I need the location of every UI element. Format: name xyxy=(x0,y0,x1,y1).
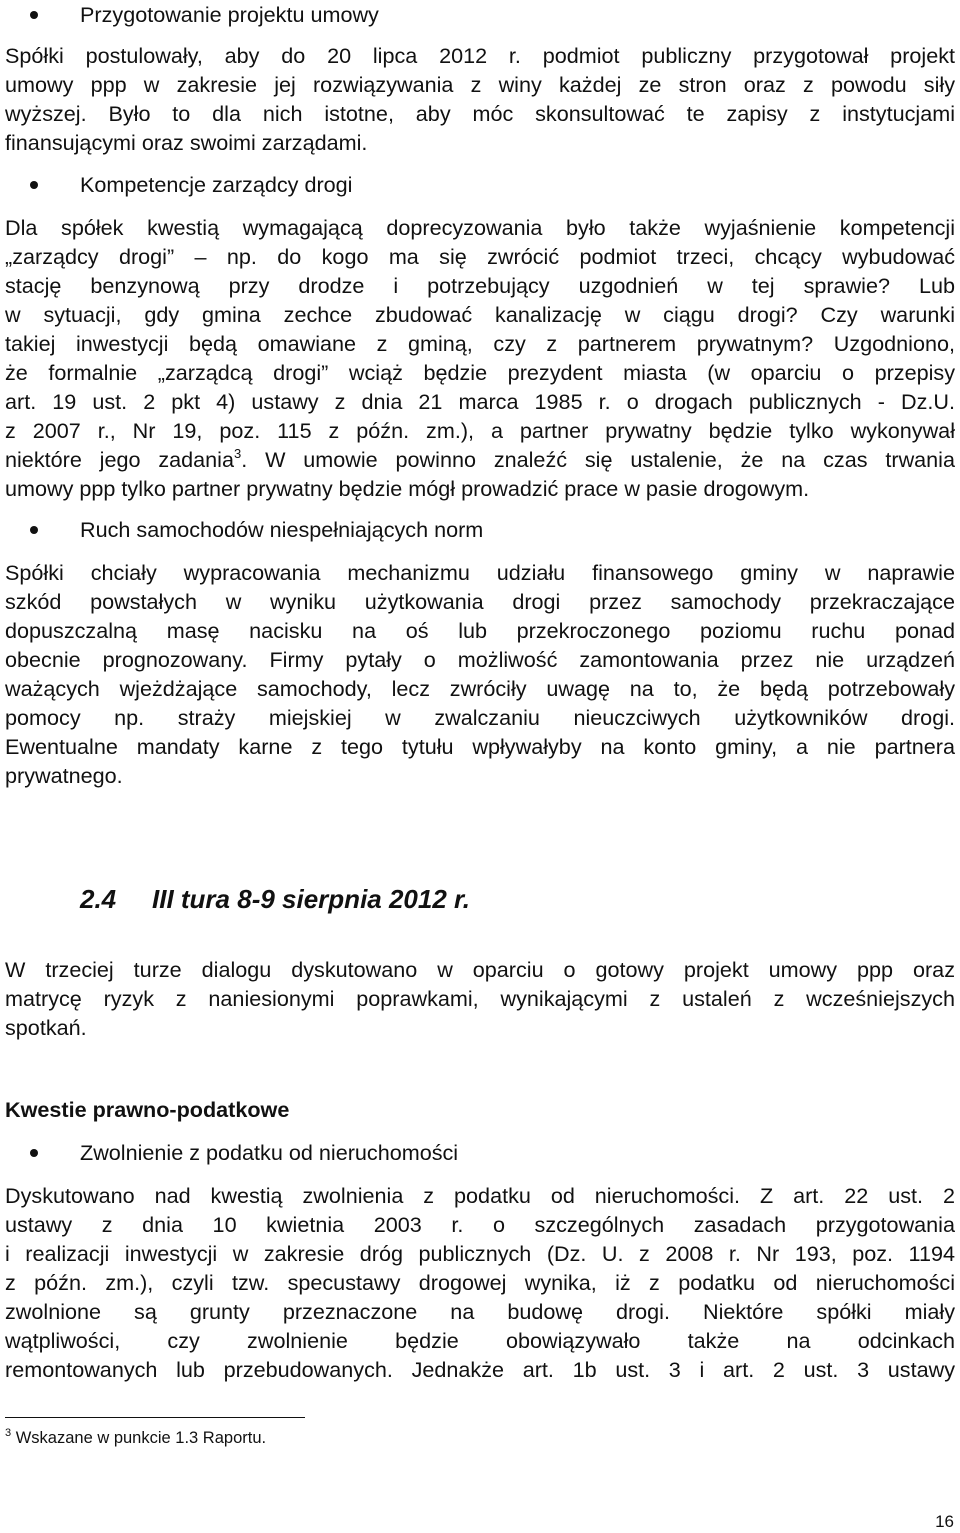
text-line: umowy ppp tylko partner prywatny będzie mógł prowadzić prace w pasie drogowym. xyxy=(5,476,810,501)
section-number: 2.4 xyxy=(80,884,117,914)
text-line: pomocy np. straży miejskiej w zwalczaniu nieuczciwych użytkowników drogi. xyxy=(5,705,955,730)
bullet-dot-icon xyxy=(30,526,38,534)
text-line: takiej inwestycji będą omawiane z gminą, czy z partnerem prywatnym? Uzgodniono, xyxy=(5,331,955,356)
text-line: wyższej. Było to dla nich istotne, aby móc skonsultować te zapisy z instytucjami xyxy=(5,101,955,126)
text-line: dopuszczalną masę nacisku na oś lub przekroczonego poziomu ruchu ponad xyxy=(5,618,955,643)
text-line: Dyskutowano nad kwestią zwolnienia z podatku od nieruchomości. Z art. 22 ust. 2 xyxy=(5,1183,955,1208)
footnote-text: Wskazane w punkcie 1.3 Raportu. xyxy=(15,1429,267,1447)
text-line: z 2007 r., Nr 19, poz. 115 z późn. zm.), a partner prywatny będzie tylko wykonywał xyxy=(5,418,955,443)
bullet-label: Ruch samochodów niespełniających norm xyxy=(80,517,484,542)
text-line: Spółki chciały wypracowania mechanizmu udziału finansowego gminy w naprawie xyxy=(5,560,955,585)
paragraph xyxy=(5,955,955,1042)
paragraph xyxy=(5,558,955,790)
paragraph xyxy=(5,213,955,503)
text-line: wątpliwości, czy zwolnienie będzie obowiązywało także na odcinkach xyxy=(5,1328,955,1353)
text-line: finansującymi oraz swoimi zarządami. xyxy=(5,130,368,155)
text-line: matrycę ryzyk z naniesionymi poprawkami, wynikającymi z ustaleń z wcześniejszych xyxy=(5,986,955,1011)
text-line: w sytuacji, gdy gmina zechce zbudować kanalizację w ciągu drogi? Czy warunki xyxy=(5,302,955,327)
paragraph xyxy=(5,1181,955,1384)
subheading: Kwestie prawno-podatkowe xyxy=(5,1097,290,1122)
text-line: stację benzynową przy drodze i potrzebujący uzgodnień w tej sprawie? Lub xyxy=(5,273,955,298)
section-heading xyxy=(80,885,470,914)
text-line: i realizacji inwestycji w zakresie dróg publicznych (Dz. U. z 2008 r. Nr 193, poz. 1194 xyxy=(5,1241,955,1266)
text-segment: . W umowie powinno znaleźć się ustalenie, że na czas trwania xyxy=(241,447,955,472)
text-line: Ewentualne mandaty karne z tego tytułu wpływałyby na konto gminy, a nie partnera xyxy=(5,734,955,759)
footnote-separator xyxy=(5,1417,305,1418)
text-line: Spółki postulowały, aby do 20 lipca 2012 r. podmiot publiczny przygotował projekt xyxy=(5,43,955,68)
bullet-label: Zwolnienie z podatku od nieruchomości xyxy=(80,1140,459,1165)
text-line: remontowanych lub przebudowanych. Jednakże art. 1b ust. 3 i art. 2 ust. 3 ustawy xyxy=(5,1357,955,1382)
text-line: szkód powstałych w wyniku użytkowania drogi przez samochody przekraczające xyxy=(5,589,955,614)
section-title: III tura 8-9 sierpnia 2012 r. xyxy=(152,884,470,914)
footnote xyxy=(5,1428,266,1448)
page-number: 16 xyxy=(935,1512,954,1531)
text-line: ustawy z dnia 10 kwietnia 2003 r. o szczególnych zasadach przygotowania xyxy=(5,1212,955,1237)
text-line: ważących wjeżdżające samochody, lecz zwróciły uwagę na to, że będą potrzebowały xyxy=(5,676,955,701)
paragraph xyxy=(5,41,955,157)
text-line: że formalnie „zarządcą drogi” wciąż będzie prezydent miasta (w oparciu o przepisy xyxy=(5,360,955,385)
text-segment: niektóre jego zadania xyxy=(5,447,234,472)
text-line: umowy ppp w zakresie jej rozwiązywania z winy każdej ze stron oraz z powodu siły xyxy=(5,72,955,97)
bullet-dot-icon xyxy=(30,1149,38,1157)
text-line: z późn. zm.), czyli tzw. specustawy drogowej wynika, iż z podatku od nieruchomości xyxy=(5,1270,955,1295)
bullet-dot-icon xyxy=(30,11,38,19)
footnote-reference: 3 xyxy=(233,446,242,461)
text-line: Dla spółek kwestią wymagającą doprecyzowania było także wyjaśnienie kompetencji xyxy=(5,215,955,240)
text-line: W trzeciej turze dialogu dyskutowano w oparciu o gotowy projekt umowy ppp oraz xyxy=(5,957,955,982)
text-line: art. 19 ust. 2 pkt 4) ustawy z dnia 21 marca 1985 r. o drogach publicznych - Dz.U. xyxy=(5,389,955,414)
text-line xyxy=(5,445,955,474)
bullet-dot-icon xyxy=(30,181,38,189)
text-line: spotkań. xyxy=(5,1015,87,1040)
text-line: zwolnione są grunty przeznaczone na budowę drogi. Niektóre spółki miały xyxy=(5,1299,955,1324)
text-line: prywatnego. xyxy=(5,763,123,788)
text-line: „zarządcy drogi” – np. do kogo ma się zwrócić podmiot trzeci, chcący wybudować xyxy=(5,244,955,269)
bullet-label: Przygotowanie projektu umowy xyxy=(80,2,379,27)
text-line: obecnie prognozowany. Firmy pytały o możliwość zamontowania przez nie urządzeń xyxy=(5,647,955,672)
bullet-label: Kompetencje zarządcy drogi xyxy=(80,172,353,197)
footnote-mark: 3 xyxy=(5,1427,12,1439)
